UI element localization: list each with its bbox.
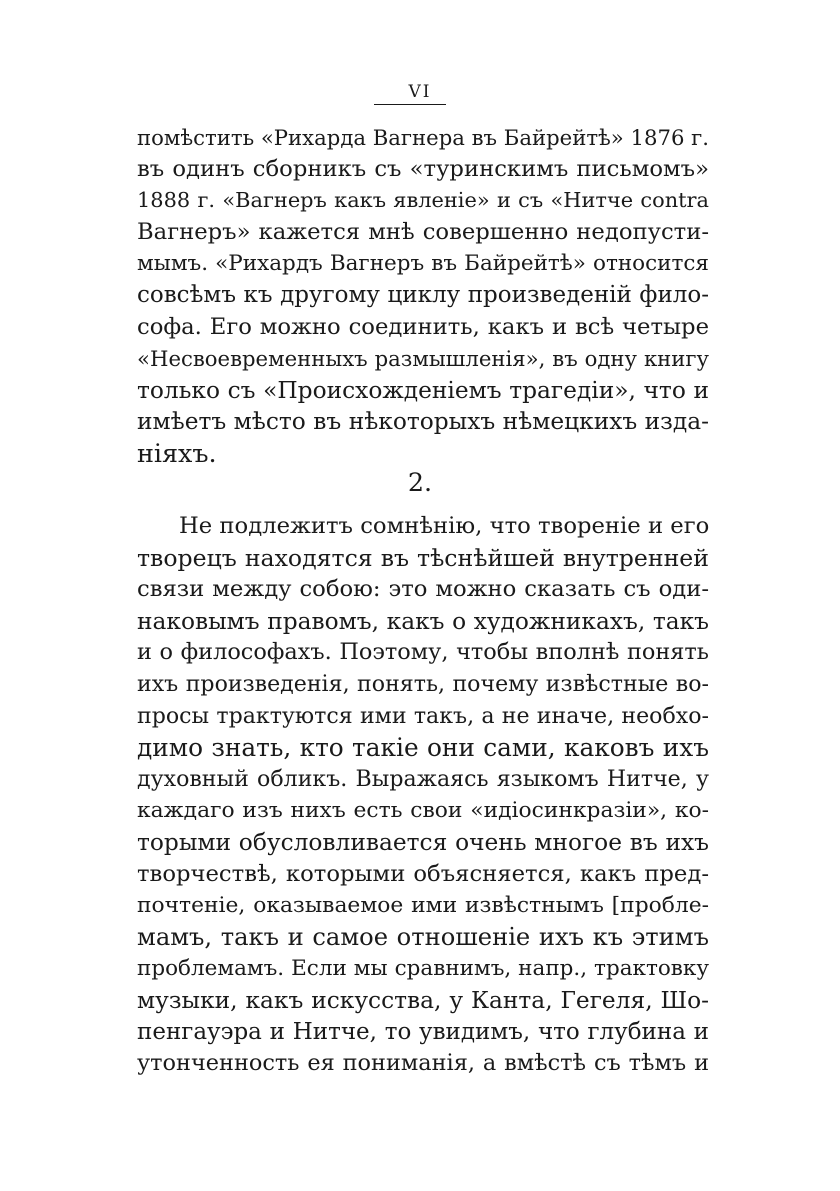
text-line: софа. Его можно соединить, какъ и всѣ четыре	[137, 313, 709, 340]
text-line: творчествѣ, которыми объясняется, какъ пред-	[137, 860, 709, 887]
text-line: творецъ находятся въ тѣснѣйшей внутренней	[137, 543, 709, 572]
page-number-rule	[374, 104, 446, 105]
text-line: музыки, какъ искусства, у Канта, Гегеля, Шо-	[137, 986, 709, 1014]
text-line: наковымъ правомъ, какъ о художникахъ, такъ	[137, 607, 709, 635]
text-line: мамъ, такъ и самое отношеніе ихъ къ этимъ	[137, 922, 709, 951]
text-line: просы трактуются ими такъ, а не иначе, необхо-	[137, 702, 709, 729]
text-line: въ одинъ сборникъ съ «туринскимъ письмомъ»	[137, 155, 709, 182]
text-line: каждаго изъ нихъ есть свои «идіосинкразіи», ко-	[137, 798, 709, 824]
text-line: помѣстить «Рихарда Вагнера въ Байрейтѣ» 1876 г.	[137, 125, 709, 150]
paragraph-continued	[137, 122, 709, 470]
text-line: торыми обусловливается очень многое въ ихъ	[137, 828, 709, 856]
text-line: ніяхъ.	[137, 437, 217, 468]
text-line: духовный обликъ. Выражаясь языкомъ Нитче, у	[137, 765, 709, 792]
page-number: VI	[408, 82, 432, 102]
text-line: и о философахъ. Поэтому, чтобы вполнѣ понять	[137, 639, 709, 666]
text-line: совсѣмъ къ другому циклу произведеній фило-	[137, 281, 709, 308]
text-line: проблемамъ. Если мы сравнимъ, напр., трактовку	[137, 956, 709, 982]
text-line: 1888 г. «Вагнеръ какъ явленіе» и съ «Нитче contra	[137, 188, 709, 213]
text-line: димо знать, кто такіе они сами, каковъ ихъ	[137, 733, 709, 763]
text-line: Не подлежитъ сомнѣнію, что твореніе и его	[179, 513, 709, 539]
text-line: мымъ. «Рихардъ Вагнеръ въ Байрейтѣ» относится	[137, 251, 709, 277]
section-number: 2.	[407, 467, 433, 497]
text-line: связи между собою: это можно сказать съ оди-	[137, 576, 709, 603]
text-line: только съ «Происхожденіемъ трагедіи», что и	[137, 376, 709, 404]
text-line: «Несвоевременныхъ размышленія», въ одну книгу	[137, 346, 709, 372]
text-line: ихъ произведенія, понять, почему извѣстные во-	[137, 670, 709, 697]
text-line: пенгауэра и Нитче, то увидимъ, что глубина и	[137, 1018, 709, 1045]
text-line: почтеніе, оказываемое ими извѣстнымъ [пробле-	[137, 893, 709, 919]
text-line: Вагнеръ» кажется мнѣ совершенно недопусти-	[137, 218, 709, 245]
text-line: утонченность ея пониманія, а вмѣстѣ съ тѣмъ и	[137, 1050, 709, 1077]
paragraph-section-2	[137, 511, 709, 1080]
text-line: имѣетъ мѣсто въ нѣкоторыхъ нѣмецкихъ изда-	[137, 408, 709, 436]
